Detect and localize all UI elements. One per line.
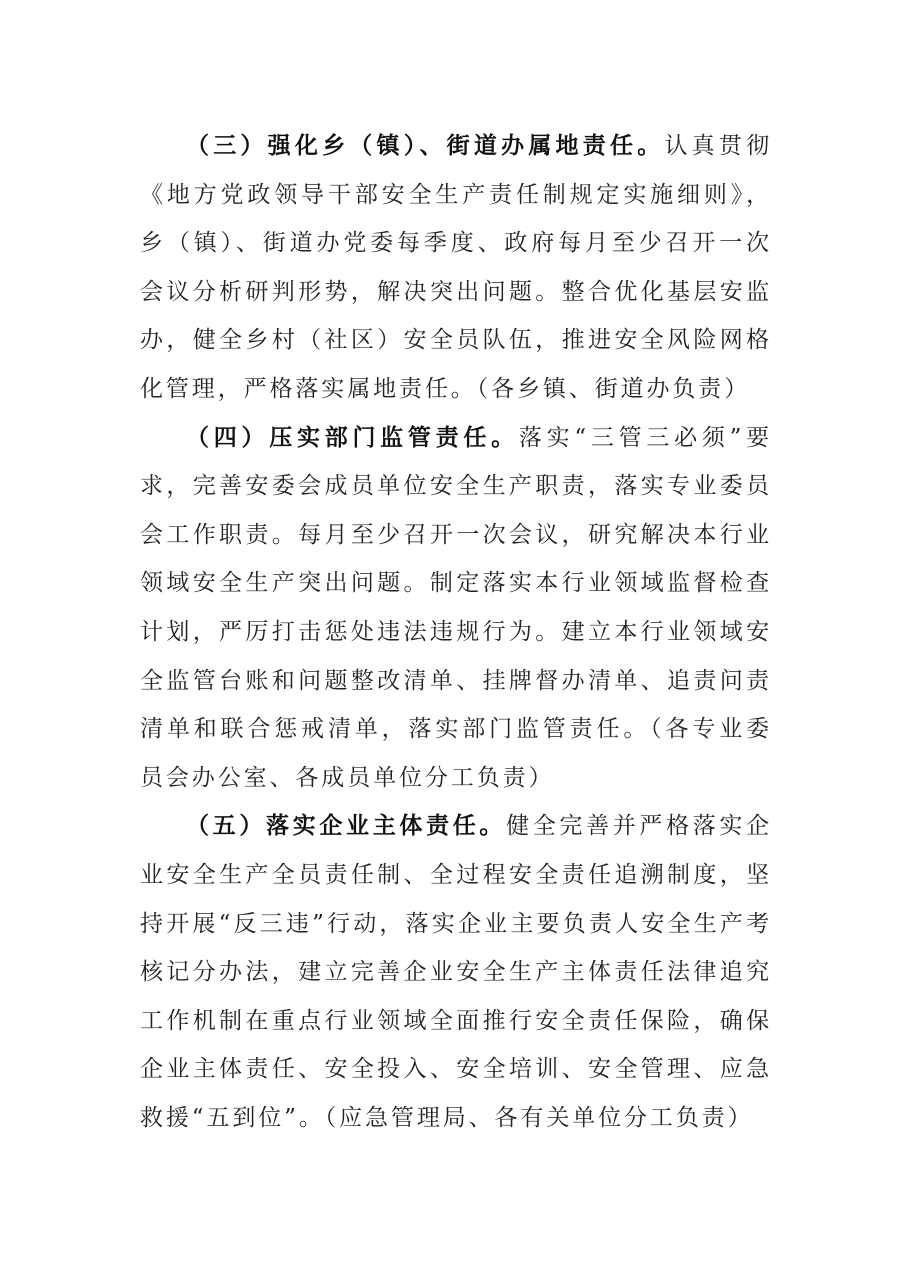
section-heading: （五）落实企业主体责任。 xyxy=(186,813,507,840)
paragraph-section-3 xyxy=(140,122,772,414)
section-heading: （三）强化乡（镇）、街道办属地责任。 xyxy=(186,133,665,159)
section-body: 落实“三管三必须”要求，完善安委会成员单位安全生产职责，落实专业委员会工作职责。每月至少召开一次会议，研究解决本行业领域安全生产突出问题。制定落实本行业领域监督检查计划，严厉打击惩处违法违规行为。建立本行业领域安全监管台账和问题整改清单、挂牌督办清单、追责问责清单和联合惩戒清单，落实部门监管责任。（各专业委员会办公室、各成员单位分工负责） xyxy=(140,424,772,791)
document-body xyxy=(140,122,772,1142)
paragraph-section-4 xyxy=(140,414,772,803)
section-body: 认真贯彻《地方党政领导干部安全生产责任制规定实施细则》，乡（镇）、街道办党委每季度、政府每月至少召开一次会议分析研判形势，解决突出问题。整合优化基层安监办，健全乡村（社区）安全员队伍，推进安全风险网格化管理，严格落实属地责任。（各乡镇、街道办负责） xyxy=(140,133,772,402)
section-body: 健全完善并严格落实企业安全生产全员责任制、全过程安全责任追溯制度，坚持开展“反三违”行动，落实企业主要负责人安全生产考核记分办法，建立完善企业安全生产主体责任法律追究工作机制在重点行业领域全面推行安全责任保险，确保企业主体责任、安全投入、安全培训、安全管理、应急救援“五到位”。（应急管理局、各有关单位分工负责） xyxy=(140,813,772,1131)
paragraph-section-5 xyxy=(140,802,772,1142)
section-heading: （四）压实部门监管责任。 xyxy=(186,424,519,451)
